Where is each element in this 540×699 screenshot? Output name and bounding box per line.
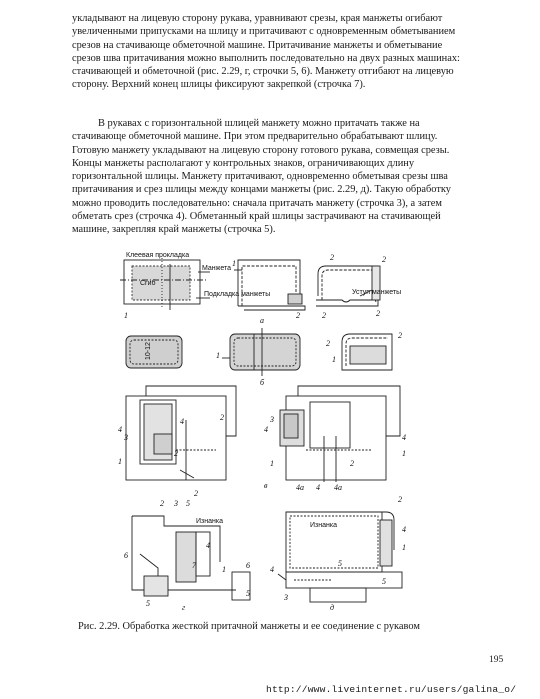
text-line: горизонтальной шлицы. Манжету притачивают, одновременно обметывая срезы шва (72, 171, 448, 183)
number-label: 6 (246, 561, 250, 570)
text-line: Концы манжеты располагают у контрольных знаков, ограничивающих длину (72, 157, 415, 169)
label-cuff: Манжета (202, 265, 232, 272)
number-label: 2 (376, 309, 380, 318)
number-label: 1 (124, 311, 128, 320)
number-label: 5 (186, 499, 190, 508)
label-cuff-step: Уступ манжеты (352, 289, 402, 296)
number-label: 7 (192, 561, 196, 570)
subfigure-letter-d: д (330, 603, 335, 610)
number-label: 1 (222, 565, 226, 574)
number-label: 4 (180, 417, 184, 426)
number-label: 5 (338, 559, 342, 568)
label-sleeve-right: Изнанка (310, 522, 337, 529)
number-label: 3 (284, 593, 288, 602)
paragraph-2 (72, 117, 508, 237)
number-label: 1 (118, 457, 122, 466)
page-number: 195 (489, 655, 504, 665)
subfigure-b-right (342, 334, 392, 370)
number-label: 1 (270, 459, 274, 468)
number-label: 1 (232, 259, 236, 268)
number-label: 2 (330, 253, 334, 262)
number-label: 2 (382, 255, 386, 264)
label-cuff-lining: Подкладка манжеты (204, 291, 271, 298)
number-label: 2 (220, 413, 224, 422)
number-label: 4 (402, 433, 406, 442)
subfigure-a-middle (234, 260, 305, 310)
number-label: 4 (264, 425, 268, 434)
text-line: притачивания и срез шлицы между концами манжеты (рис. 2.29, д). Такую обработку (72, 184, 451, 196)
number-label: 2 (322, 311, 326, 320)
number-label: 5 (146, 599, 150, 608)
text-line: В рукавах с горизонтальной шлицей манжету можно притачать также на (98, 118, 420, 129)
figure-drawing (110, 250, 420, 610)
number-label: 4а (296, 483, 304, 492)
text-line: сторону. Верхний конец шлицы фиксируют закрепкой (строчка 7). (72, 79, 366, 91)
subfigure-letter-g: г (182, 603, 186, 610)
number-label: 2 (194, 489, 198, 498)
subfigure-letter-b: б (260, 378, 265, 387)
subfigure-d (278, 512, 402, 602)
text-line: увеличенными припусками на шлицу и притачивают с одновременным обметыванием (72, 26, 456, 38)
number-label: 1 (216, 351, 220, 360)
number-label: 1 (402, 449, 406, 458)
source-url-footer: http://www.liveinternet.ru/users/galina_o/ (266, 684, 517, 695)
text-line: укладывают на лицевую сторону рукава, уравнивают срезы, края манжеты огибают (72, 13, 443, 24)
text-line: машине, закрепляя край манжеты (строчка 5). (72, 224, 276, 236)
subfigure-g (132, 516, 250, 600)
subfigure-a-right (316, 266, 380, 306)
number-label: 2 (398, 495, 402, 504)
subfigure-letter-v: в (264, 481, 268, 490)
number-label: 4 (402, 525, 406, 534)
number-label: 1 (332, 355, 336, 364)
label-fold: Сгиб (140, 280, 156, 287)
text-line: можно проводить последовательно: сначала притачать манжету (строчка 3), а затем (72, 197, 442, 209)
subfigure-a-left (120, 258, 210, 310)
figure-cuff-processing (110, 250, 420, 610)
text-line: срезов шва притачивания можно выполнить последовательно на двух разных машинах: (72, 52, 460, 64)
subfigure-v-left (126, 386, 236, 480)
number-label: 2 (160, 499, 164, 508)
number-label: 4 (118, 425, 122, 434)
number-label: 2 (398, 331, 402, 340)
text-line: обметать срез (строчка 4). Обметанный край шлицы застрачивают на стачивающей (72, 211, 441, 223)
number-label: 5 (382, 577, 386, 586)
number-label: 2 (296, 311, 300, 320)
subfigure-v-right (280, 386, 400, 482)
text-line: стачивающей и обметочной (рис. 2.29, г, строчки 5, 6). Манжету отгибают на лицевую (72, 66, 454, 78)
subfigure-letter-a: а (260, 316, 264, 325)
number-label: 2 (174, 449, 178, 458)
paragraph-1 (72, 12, 508, 92)
number-label: 3 (270, 415, 274, 424)
number-label: 4 (206, 541, 210, 550)
label-interlining: Клеевая прокладка (126, 252, 190, 259)
number-label: 6 (124, 551, 128, 560)
label-sleeve-left: Изнанка (196, 518, 223, 525)
number-label: 2 (326, 339, 330, 348)
number-label: 2 (350, 459, 354, 468)
number-label: 1 (402, 543, 406, 552)
number-label: 5 (246, 589, 250, 598)
figure-caption: Рис. 2.29. Обработка жесткой притачной манжеты и ее соединение с рукавом (78, 621, 420, 632)
label-dimension: 10-12 (145, 342, 152, 360)
text-line: стачивающе обметочной машине. При этом предварительно обрабатывают шлицу. (72, 131, 438, 143)
text-line: срезов на стачивающе обметочной машине. Притачивание манжеты и обметывание (72, 39, 443, 51)
subfigure-b-left (126, 336, 182, 368)
number-label: 4а (334, 483, 342, 492)
text-line: Готовую манжету укладывают на лицевую сторону готового рукава, совмещая срезы. (72, 144, 450, 156)
number-label: 4 (316, 483, 320, 492)
number-label: 4 (270, 565, 274, 574)
number-label: 3 (174, 499, 178, 508)
subfigure-b-middle (222, 328, 300, 376)
number-label: 3 (124, 433, 128, 442)
